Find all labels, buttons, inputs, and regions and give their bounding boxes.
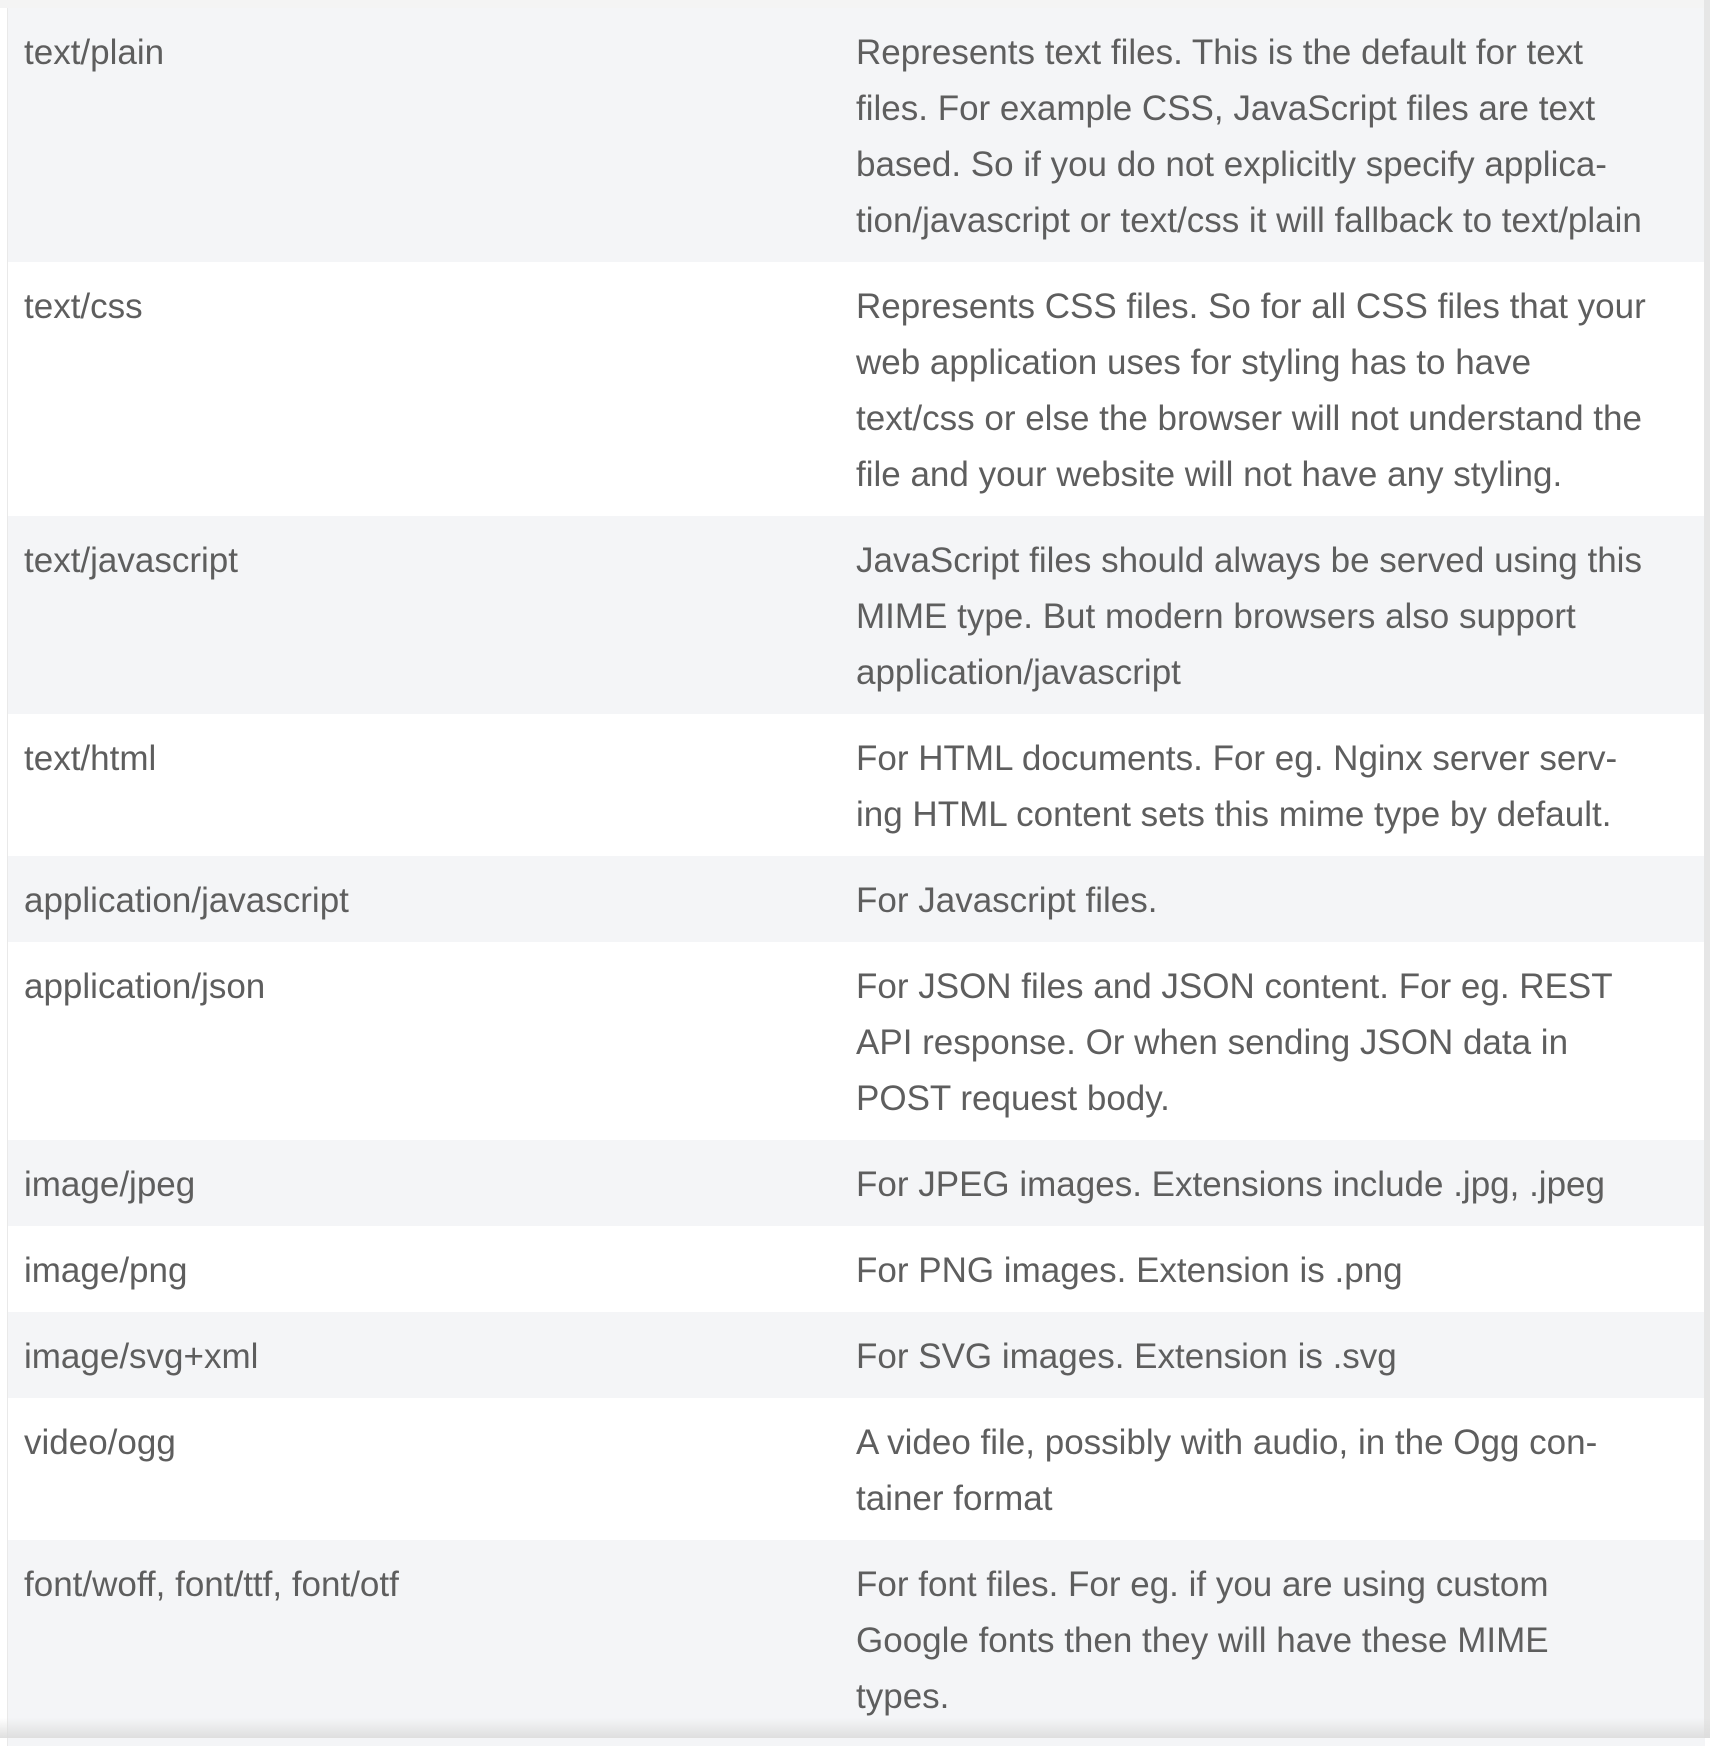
mime-description-cell: For SVG images. Extension is .svg — [856, 1337, 1397, 1376]
table-row — [8, 1398, 1705, 1540]
right-edge — [1704, 0, 1710, 1738]
table-row — [8, 262, 1705, 516]
top-edge — [0, 0, 1710, 8]
mime-type-cell: text/css — [24, 287, 143, 326]
mime-type-cell: image/jpeg — [24, 1165, 196, 1204]
mime-type-cell: application/javascript — [24, 881, 349, 920]
mime-type-cell: font/woff, font/ttf, font/otf — [24, 1565, 399, 1604]
mime-description-cell: For JPEG images. Extensions include .jpg, .jpeg — [856, 1165, 1605, 1204]
mime-type-cell: text/plain — [24, 33, 165, 72]
mime-type-cell: text/html — [24, 739, 157, 778]
mime-description-cell: For PNG images. Extension is .png — [856, 1251, 1403, 1290]
table-row — [8, 516, 1705, 714]
mime-type-cell: image/svg+xml — [24, 1337, 259, 1376]
table-row — [8, 856, 1705, 942]
mime-type-cell: image/png — [24, 1251, 188, 1290]
bottom-edge — [0, 1718, 1710, 1738]
mime-types-table — [7, 8, 1705, 1746]
table-row — [8, 1540, 1705, 1746]
mime-description-cell: For Javascript files. — [856, 881, 1158, 920]
mime-description-cell: For JSON files and JSON content. For eg. REST API response. Or when sending JSON data in POST request body. — [856, 967, 1613, 1118]
table-row — [8, 8, 1705, 262]
mime-description-cell: Represents CSS files. So for all CSS files that your web application uses for styling has to have text/css or else the browser will not understand the file and your website will not have any styling. — [856, 287, 1646, 494]
table-row — [8, 714, 1705, 856]
table-row — [8, 1312, 1705, 1398]
mime-description-cell: A video file, possibly with audio, in the Ogg con- tainer format — [856, 1423, 1598, 1518]
mime-type-cell: application/json — [24, 967, 266, 1006]
mime-description-cell: For font files. For eg. if you are using custom Google fonts then they will have these MIME types. — [856, 1565, 1549, 1716]
mime-type-cell: text/javascript — [24, 541, 238, 580]
table-row — [8, 1226, 1705, 1312]
mime-description-cell: For HTML documents. For eg. Nginx server serv- ing HTML content sets this mime type by default. — [856, 739, 1618, 834]
mime-type-cell: video/ogg — [24, 1423, 176, 1462]
mime-description-cell: JavaScript files should always be served using this MIME type. But modern browsers also support application/javascript — [856, 541, 1642, 692]
table-row — [8, 1140, 1705, 1226]
mime-description-cell: Represents text files. This is the default for text files. For example CSS, JavaScript files are text based. So if you do not explicitly specify applica- tion/javascript or text/css it will fallback to text/plain — [856, 33, 1642, 240]
table-row — [8, 942, 1705, 1140]
